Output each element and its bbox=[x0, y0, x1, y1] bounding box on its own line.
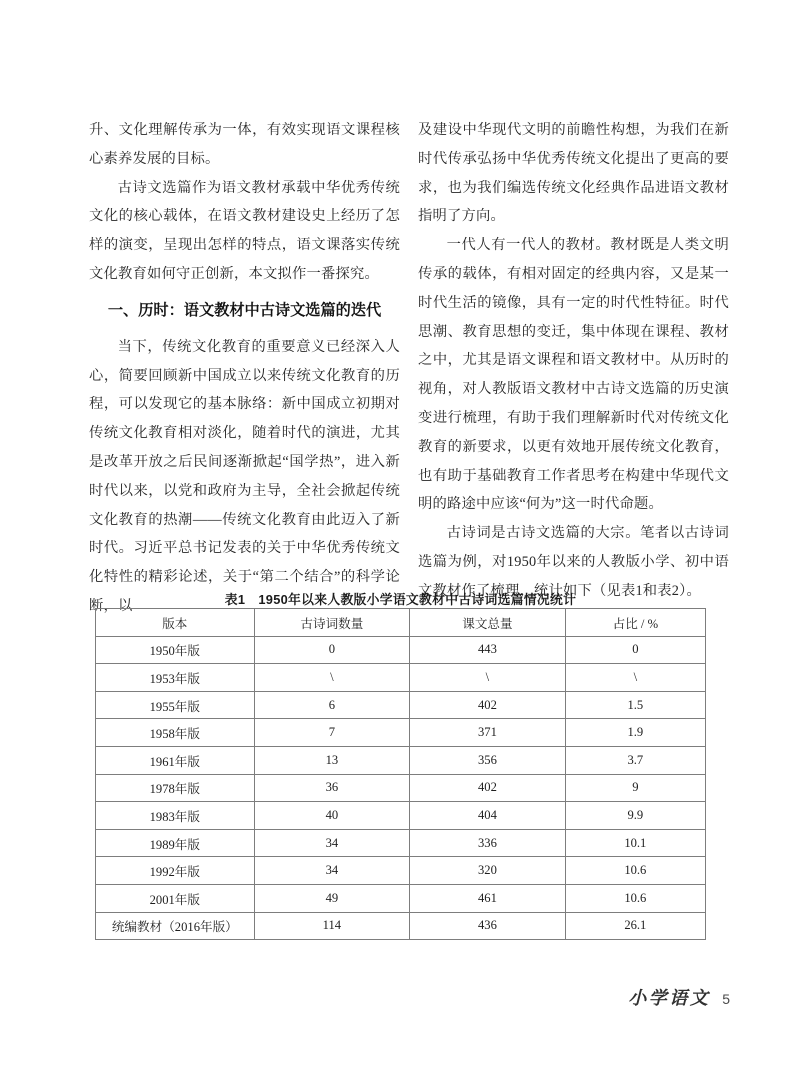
table-row bbox=[96, 719, 706, 747]
page-number: 5 bbox=[722, 991, 730, 1007]
table-row bbox=[96, 691, 706, 719]
table-cell: \ bbox=[410, 664, 566, 692]
version-cell: 1955年版 bbox=[96, 691, 255, 719]
table-row bbox=[96, 912, 706, 940]
table-row bbox=[96, 857, 706, 885]
table-cell: 320 bbox=[410, 857, 566, 885]
paragraph-continuation: 升、文化理解传承为一体，有效实现语文课程核心素养发展的目标。 bbox=[89, 122, 400, 167]
table-cell: 402 bbox=[410, 774, 566, 802]
paragraph-intro: 古诗文选篇作为语文教材承载中华优秀传统文化的核心载体，在语文教材建设史上经历了怎样的演变，呈现出怎样的特点，语文课落实传统文化教育如何守正创新，本文拟作一番探究。 bbox=[89, 179, 400, 282]
paragraph-context: 当下，传统文化教育的重要意义已经深入人心，简要回顾新中国成立以来传统文化教育的历程，可以发现它的基本脉络：新中国成立初期对传统文化教育相对淡化，随着时代的演进，尤其是改革开放之后民间逐渐掀起“国学热”，进入新时代以来，以党和政府为主导，全社会掀起传统文化教育的热潮——传统文化教育由此迈入了新时代。习近平总书记发表的关于中华优秀传统文化特性的精彩论述，关于“第二个结合”的科学论断，以 bbox=[89, 338, 400, 614]
version-cell: 1953年版 bbox=[96, 664, 255, 692]
table-row bbox=[96, 774, 706, 802]
version-cell: 2001年版 bbox=[96, 884, 255, 912]
column-header-poem-count: 古诗词数量 bbox=[254, 609, 410, 637]
table-cell: 114 bbox=[254, 912, 410, 940]
table-cell: 3.7 bbox=[565, 746, 705, 774]
table-cell: 34 bbox=[254, 857, 410, 885]
table-row bbox=[96, 664, 706, 692]
journal-name: 小学语文 bbox=[628, 988, 711, 1008]
table-cell: 9 bbox=[565, 774, 705, 802]
table-header-row bbox=[96, 609, 706, 637]
table-cell: \ bbox=[254, 664, 410, 692]
table-row bbox=[96, 636, 706, 664]
table-cell: 13 bbox=[254, 746, 410, 774]
version-cell: 1992年版 bbox=[96, 857, 255, 885]
paragraph-continuation: 及建设中华现代文明的前瞻性构想，为我们在新时代传承弘扬中华优秀传统文化提出了更高的要求，也为我们编选传统文化经典作品进语文教材指明了方向。 bbox=[418, 122, 729, 225]
version-cell: 1961年版 bbox=[96, 746, 255, 774]
table-row bbox=[96, 884, 706, 912]
column-header-total-texts: 课文总量 bbox=[410, 609, 566, 637]
table-cell: 436 bbox=[410, 912, 566, 940]
table-cell: 336 bbox=[410, 829, 566, 857]
table-row bbox=[96, 829, 706, 857]
table-cell: 461 bbox=[410, 884, 566, 912]
table-cell: 404 bbox=[410, 802, 566, 830]
page-footer bbox=[0, 984, 730, 1010]
left-column bbox=[89, 116, 400, 621]
table-row bbox=[96, 746, 706, 774]
table-cell: 34 bbox=[254, 829, 410, 857]
version-cell: 统编教材（2016年版） bbox=[96, 912, 255, 940]
table-cell: 40 bbox=[254, 802, 410, 830]
table-cell: 0 bbox=[565, 636, 705, 664]
statistics-table bbox=[95, 608, 706, 940]
version-cell: 1958年版 bbox=[96, 719, 255, 747]
table-cell: 36 bbox=[254, 774, 410, 802]
table-cell: 7 bbox=[254, 719, 410, 747]
table-caption: 表1 1950年以来人教版小学语文教材中古诗词选篇情况统计 bbox=[224, 592, 577, 607]
table-cell: 10.1 bbox=[565, 829, 705, 857]
table-cell: 26.1 bbox=[565, 912, 705, 940]
paragraph-textbook: 一代人有一代人的教材。教材既是人类文明传承的载体，有相对固定的经典内容，又是某一时代生活的镜像，具有一定的时代性特征。时代思潮、教育思想的变迁，集中体现在课程、教材之中，尤其是语文课程和语文教材中。从历时的视角，对人教版语文教材中古诗文选篇的历史演变进行梳理，有助于我们理解新时代对传统文化教育的新要求，以更有效地开展传统文化教育，也有助于基础教育工作者思考在构建中华现代文明的路途中应该“何为”这一时代命题。 bbox=[418, 237, 729, 513]
table-cell: 9.9 bbox=[565, 802, 705, 830]
table-cell: 10.6 bbox=[565, 884, 705, 912]
table-row bbox=[96, 802, 706, 830]
version-cell: 1950年版 bbox=[96, 636, 255, 664]
table-cell: 6 bbox=[254, 691, 410, 719]
table-cell: 356 bbox=[410, 746, 566, 774]
version-cell: 1983年版 bbox=[96, 802, 255, 830]
table-cell: 10.6 bbox=[565, 857, 705, 885]
table-cell: 443 bbox=[410, 636, 566, 664]
table-cell: 371 bbox=[410, 719, 566, 747]
version-cell: 1989年版 bbox=[96, 829, 255, 857]
section-heading: 一、历时：语文教材中古诗文选篇的迭代 bbox=[107, 301, 382, 319]
table-cell: 1.5 bbox=[565, 691, 705, 719]
column-header-percentage: 占比 / % bbox=[565, 609, 705, 637]
column-header-version: 版本 bbox=[96, 609, 255, 637]
table-cell: \ bbox=[565, 664, 705, 692]
version-cell: 1978年版 bbox=[96, 774, 255, 802]
text-columns bbox=[89, 116, 729, 621]
table-cell: 49 bbox=[254, 884, 410, 912]
right-column bbox=[418, 116, 729, 621]
table-cell: 0 bbox=[254, 636, 410, 664]
paragraph-poems: 古诗词是古诗文选篇的大宗。笔者以古诗词选篇为例，对1950年以来的人教版小学、初中语文教材作了梳理，统计如下（见表1和表2）。 bbox=[418, 525, 729, 599]
table-cell: 1.9 bbox=[565, 719, 705, 747]
table-cell: 402 bbox=[410, 691, 566, 719]
